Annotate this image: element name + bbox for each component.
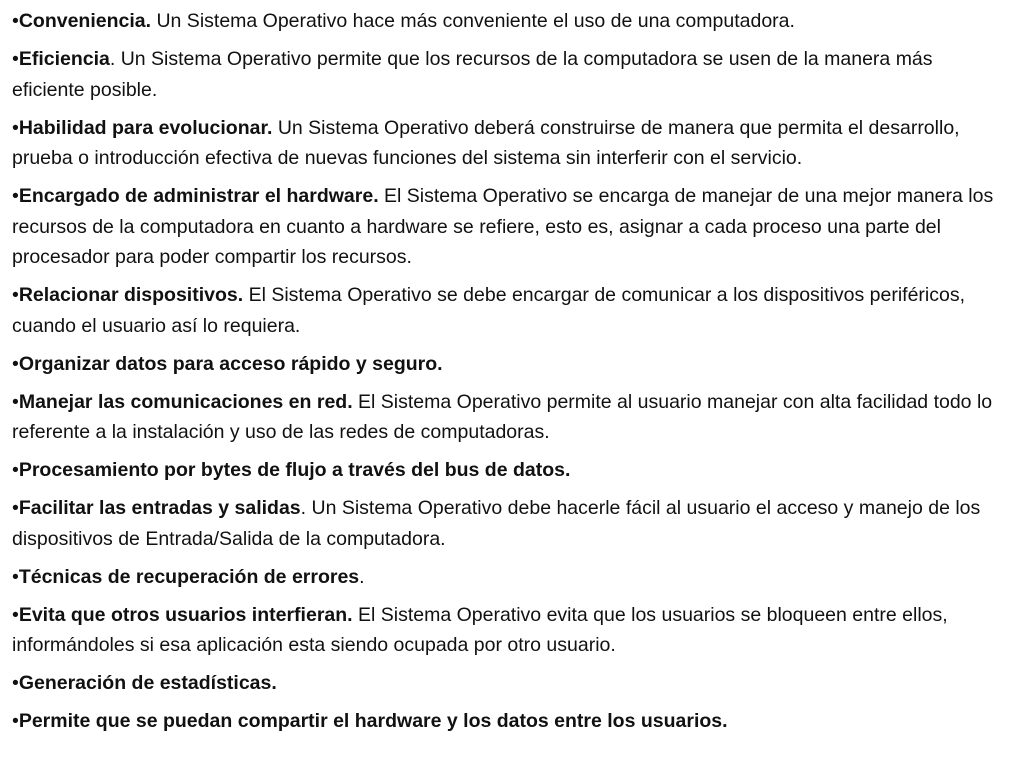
bullet-item <box>12 600 994 661</box>
bullet-icon: • <box>12 672 19 694</box>
bullet-term: Organizar datos para acceso rápido y seguro. <box>18 352 443 375</box>
bullet-text: . Un Sistema Operativo debe hacerle fácil al usuario el acceso y manejo de los dispositivos de Entrada/Salida de la computadora. <box>12 497 981 550</box>
bullet-item <box>12 493 994 554</box>
bullet-term: Conveniencia. <box>18 10 152 32</box>
bullet-term: Facilitar las entradas y salidas <box>18 497 301 519</box>
bullet-text: Un Sistema Operativo deberá construirse de manera que permita el desarrollo, prueba o introducción efectiva de nuevas funciones del sistema sin interferir con el servicio. <box>12 116 960 169</box>
bullet-icon: • <box>12 10 19 32</box>
bullet-term: Encargado de administrar el hardware. <box>18 185 379 207</box>
bullet-item <box>12 349 994 380</box>
bullet-icon: • <box>12 352 19 375</box>
bullet-item <box>12 387 994 448</box>
bullet-term: Eficiencia <box>18 48 110 70</box>
bullet-item <box>12 280 994 341</box>
bullet-item <box>12 668 994 699</box>
bullet-icon: • <box>12 565 19 588</box>
bullet-text: El Sistema Operativo se encarga de manejar de una mejor manera los recursos de la computadora en cuanto a hardware se refiere, esto es, asignar a cada proceso una parte del procesador para poder compartir los recursos. <box>12 185 994 268</box>
bullet-icon: • <box>12 284 19 306</box>
bullet-item <box>12 455 994 486</box>
bullet-term: Técnicas de recuperación de errores <box>18 565 360 588</box>
bullet-text: El Sistema Operativo evita que los usuarios se bloqueen entre ellos, informándoles si esa aplicación esta siendo ocupada por otro usuario. <box>12 603 948 656</box>
bullet-text: El Sistema Operativo permite al usuario manejar con alta facilidad todo lo referente a la instalación y uso de las redes de computadoras. <box>12 390 993 443</box>
bullet-item <box>12 181 994 273</box>
bullet-item <box>12 113 994 174</box>
bullet-text: Un Sistema Operativo hace más conveniente el uso de una computadora. <box>151 10 795 32</box>
bullet-icon: • <box>12 390 19 413</box>
bullet-icon: • <box>12 710 19 732</box>
bullet-text: . <box>359 565 365 588</box>
bullet-term: Generación de estadísticas. <box>18 672 277 694</box>
bullet-icon: • <box>12 603 19 626</box>
bullet-term: Evita que otros usuarios interfieran. <box>18 603 353 626</box>
bullet-term: Procesamiento por bytes de flujo a través del bus de datos. <box>18 459 571 481</box>
bullet-term: Manejar las comunicaciones en red. <box>18 390 353 413</box>
bullet-icon: • <box>12 185 19 207</box>
bullet-icon: • <box>12 116 19 139</box>
bullet-icon: • <box>12 48 19 70</box>
bullet-item <box>12 562 994 593</box>
bullet-icon: • <box>12 459 19 481</box>
bullet-term: Relacionar dispositivos. <box>18 284 244 306</box>
bullet-text: El Sistema Operativo se debe encargar de comunicar a los dispositivos periféricos, cuando el usuario así lo requiera. <box>12 284 965 337</box>
bullet-term: Permite que se puedan compartir el hardware y los datos entre los usuarios. <box>18 710 728 732</box>
bullet-item <box>12 6 994 37</box>
bullet-list <box>12 6 994 737</box>
bullet-icon: • <box>12 497 19 519</box>
bullet-text: . Un Sistema Operativo permite que los recursos de la computadora se usen de la manera más eficiente posible. <box>12 48 933 101</box>
bullet-term: Habilidad para evolucionar. <box>18 116 273 139</box>
bullet-item <box>12 706 994 737</box>
bullet-item <box>12 44 994 105</box>
